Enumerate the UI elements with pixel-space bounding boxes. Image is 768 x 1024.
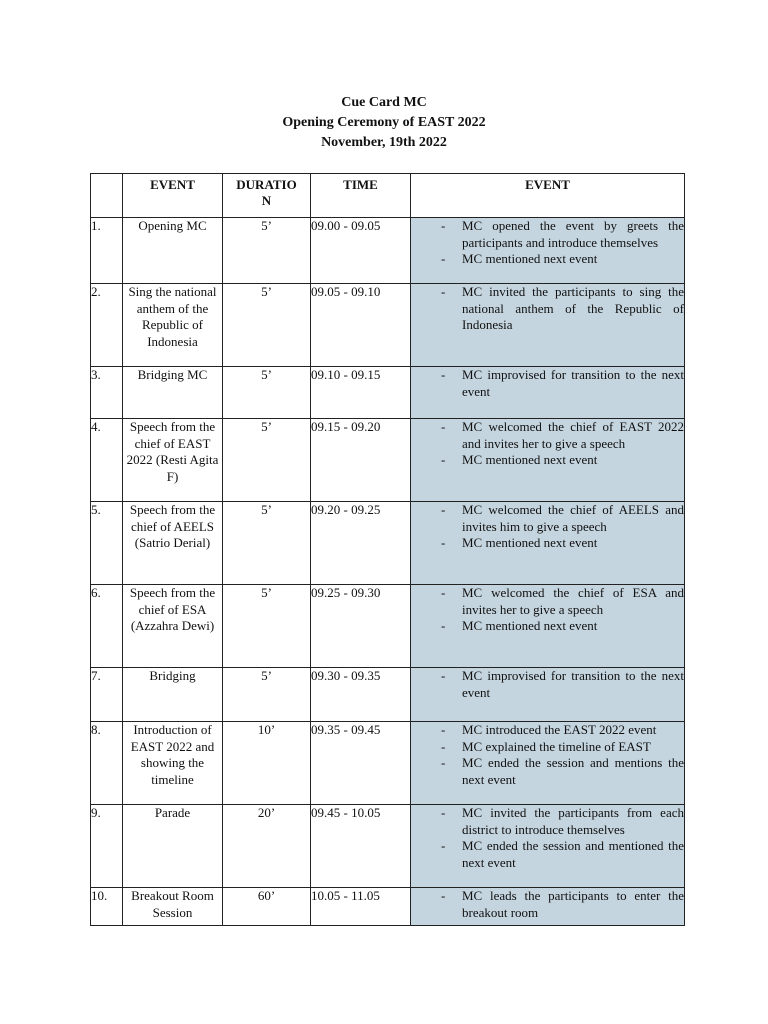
row-time: 09.25 - 09.30	[311, 585, 411, 668]
description-list	[411, 668, 684, 701]
row-event: Speech from the chief of AEELS (Satrio Derial)	[123, 502, 223, 585]
table-row	[91, 668, 685, 722]
description-item: - MC introduced the EAST 2022 event	[411, 722, 684, 739]
row-duration: 5’	[223, 218, 311, 284]
description-item: - MC ended the session and mentioned the next event	[411, 838, 684, 871]
document-title-block	[0, 93, 768, 153]
row-duration: 5’	[223, 585, 311, 668]
row-duration: 5’	[223, 419, 311, 502]
row-duration: 5’	[223, 502, 311, 585]
row-time: 09.30 - 09.35	[311, 668, 411, 722]
header-event: EVENT	[123, 174, 223, 218]
row-description	[411, 805, 685, 888]
row-event: Speech from the chief of EAST 2022 (Resti Agita F)	[123, 419, 223, 502]
table-row	[91, 284, 685, 367]
description-item: - MC welcomed the chief of EAST 2022 and invites her to give a speech	[411, 419, 684, 452]
row-event: Bridging	[123, 668, 223, 722]
row-event: Parade	[123, 805, 223, 888]
row-duration: 5’	[223, 367, 311, 419]
row-time: 09.10 - 09.15	[311, 367, 411, 419]
row-duration: 20’	[223, 805, 311, 888]
row-description	[411, 585, 685, 668]
row-time: 09.35 - 09.45	[311, 722, 411, 805]
description-list	[411, 218, 684, 268]
row-description	[411, 367, 685, 419]
row-event: Bridging MC	[123, 367, 223, 419]
description-list	[411, 284, 684, 334]
table-row	[91, 419, 685, 502]
description-item: - MC mentioned next event	[411, 618, 684, 635]
table-row	[91, 585, 685, 668]
description-item: - MC mentioned next event	[411, 535, 684, 552]
row-description	[411, 218, 685, 284]
row-time: 09.00 - 09.05	[311, 218, 411, 284]
header-number	[91, 174, 123, 218]
description-item: - MC invited the participants from each district to introduce themselves	[411, 805, 684, 838]
row-number: 2.	[91, 284, 123, 367]
description-list	[411, 585, 684, 635]
description-list	[411, 502, 684, 552]
table-header-row	[91, 174, 685, 218]
row-event: Breakout Room Session	[123, 888, 223, 926]
description-item: - MC improvised for transition to the next event	[411, 367, 684, 400]
row-number: 5.	[91, 502, 123, 585]
description-list	[411, 888, 684, 921]
row-event: Sing the national anthem of the Republic of Indonesia	[123, 284, 223, 367]
row-time: 09.45 - 10.05	[311, 805, 411, 888]
row-number: 1.	[91, 218, 123, 284]
description-item: - MC opened the event by greets the participants and introduce themselves	[411, 218, 684, 251]
row-number: 9.	[91, 805, 123, 888]
row-number: 10.	[91, 888, 123, 926]
row-time: 09.05 - 09.10	[311, 284, 411, 367]
description-list	[411, 722, 684, 788]
title-date: November, 19th 2022	[321, 135, 447, 150]
description-item: - MC welcomed the chief of ESA and invites her to give a speech	[411, 585, 684, 618]
row-description	[411, 502, 685, 585]
row-time: 10.05 - 11.05	[311, 888, 411, 926]
row-time: 09.15 - 09.20	[311, 419, 411, 502]
header-time: TIME	[311, 174, 411, 218]
title-cue-card: Cue Card MC	[341, 95, 427, 110]
row-number: 3.	[91, 367, 123, 419]
description-item: - MC ended the session and mentions the next event	[411, 755, 684, 788]
table-row	[91, 722, 685, 805]
row-event: Introduction of EAST 2022 and showing the timeline	[123, 722, 223, 805]
description-list	[411, 419, 684, 469]
title-ceremony: Opening Ceremony of EAST 2022	[282, 115, 486, 130]
row-description	[411, 419, 685, 502]
row-duration: 5’	[223, 284, 311, 367]
description-item: - MC welcomed the chief of AEELS and invites him to give a speech	[411, 502, 684, 535]
row-number: 7.	[91, 668, 123, 722]
table-row	[91, 805, 685, 888]
table-row	[91, 218, 685, 284]
header-duration-label: DURATIO N	[236, 177, 297, 208]
description-item: - MC improvised for transition to the next event	[411, 668, 684, 701]
row-duration: 10’	[223, 722, 311, 805]
row-number: 4.	[91, 419, 123, 502]
row-duration: 5’	[223, 668, 311, 722]
row-event: Speech from the chief of ESA (Azzahra Dewi)	[123, 585, 223, 668]
row-number: 8.	[91, 722, 123, 805]
row-description	[411, 284, 685, 367]
table-row	[91, 888, 685, 926]
table-row	[91, 502, 685, 585]
header-duration	[223, 174, 311, 218]
row-description	[411, 888, 685, 926]
row-description	[411, 668, 685, 722]
description-item: - MC mentioned next event	[411, 251, 684, 268]
description-item: - MC explained the timeline of EAST	[411, 739, 684, 756]
cue-card-table	[90, 173, 685, 926]
description-item: - MC leads the participants to enter the breakout room	[411, 888, 684, 921]
description-item: - MC invited the participants to sing the national anthem of the Republic of Indonesia	[411, 284, 684, 334]
row-event: Opening MC	[123, 218, 223, 284]
description-list	[411, 367, 684, 400]
header-description: EVENT	[411, 174, 685, 218]
row-number: 6.	[91, 585, 123, 668]
row-duration: 60’	[223, 888, 311, 926]
row-time: 09.20 - 09.25	[311, 502, 411, 585]
row-description	[411, 722, 685, 805]
description-item: - MC mentioned next event	[411, 452, 684, 469]
description-list	[411, 805, 684, 871]
table-row	[91, 367, 685, 419]
